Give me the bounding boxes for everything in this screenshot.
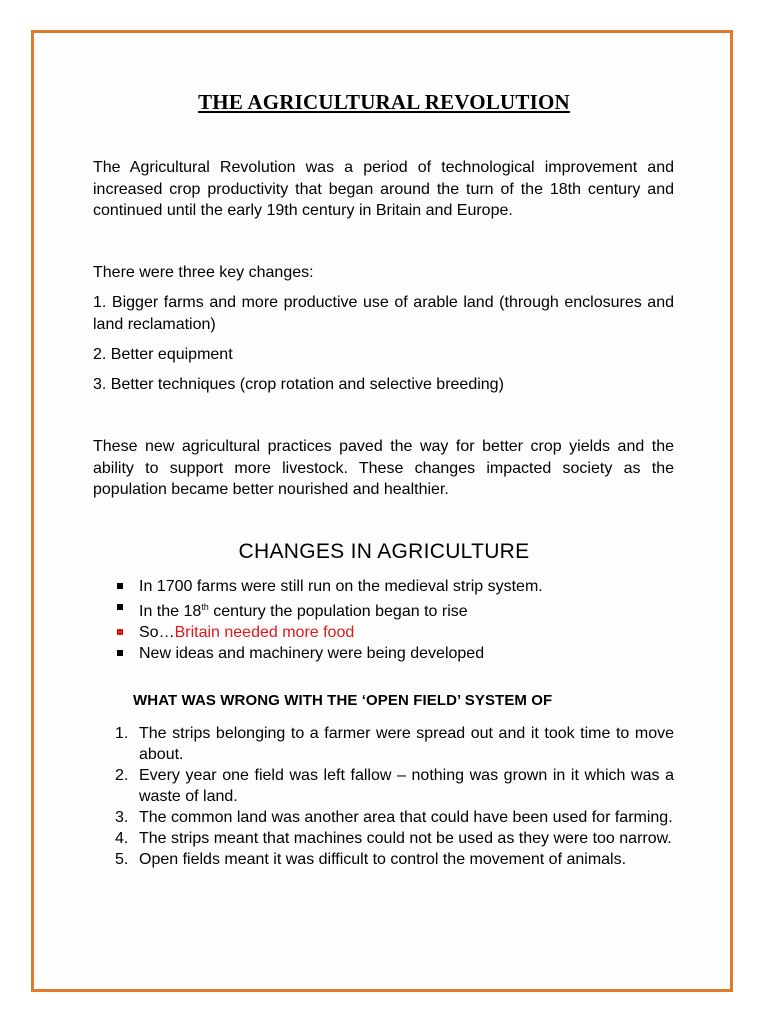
highlight-text: Britain needed more food xyxy=(174,624,355,641)
list-item: In the 18th century the population began to rise xyxy=(112,597,543,622)
list-item: In 1700 farms were still run on the medieval strip system. xyxy=(112,576,543,597)
bullet-square-icon xyxy=(117,650,123,656)
list-item: New ideas and machinery were being developed xyxy=(112,643,543,664)
bullet-square-icon xyxy=(117,629,123,635)
list-item: 2. Every year one field was left fallow – nothing was grown in it which was a waste of land. xyxy=(115,767,674,805)
bullet-square-icon xyxy=(117,604,123,610)
bullet-square-icon xyxy=(117,583,123,589)
key-change-3: 3. Better techniques (crop rotation and selective breeding) xyxy=(93,376,504,393)
outro-paragraph: These new agricultural practices paved the way for better crop yields and the ability to support more livestock. These changes impacted society as the population became better nourished and healthier. xyxy=(93,438,674,498)
list-item: 4. The strips meant that machines could not be used as they were too narrow. xyxy=(115,830,672,847)
changes-list xyxy=(112,576,543,664)
list-item: 3. The common land was another area that could have been used for farming. xyxy=(115,809,673,826)
problems-list xyxy=(115,723,674,870)
changes-heading: CHANGES IN AGRICULTURE xyxy=(238,540,530,563)
page-title: THE AGRICULTURAL REVOLUTION xyxy=(198,90,570,114)
key-changes-heading: There were three key changes: xyxy=(93,264,314,281)
key-change-1: 1. Bigger farms and more productive use of arable land (through enclosures and land reclamation) xyxy=(93,294,674,333)
list-item: 1. The strips belonging to a farmer were spread out and it took time to move about. xyxy=(115,725,674,763)
intro-paragraph: The Agricultural Revolution was a period of technological improvement and increased crop productivity that began around the turn of the 18th century and continued until the early 19th century in Britain and Europe. xyxy=(93,159,674,219)
list-item: 5. Open fields meant it was difficult to control the movement of animals. xyxy=(115,851,627,868)
list-item: So…Britain needed more food xyxy=(112,622,543,643)
key-change-2: 2. Better equipment xyxy=(93,346,233,363)
open-field-heading: WHAT WAS WRONG WITH THE ‘OPEN FIELD’ SYSTEM OF xyxy=(133,692,553,709)
